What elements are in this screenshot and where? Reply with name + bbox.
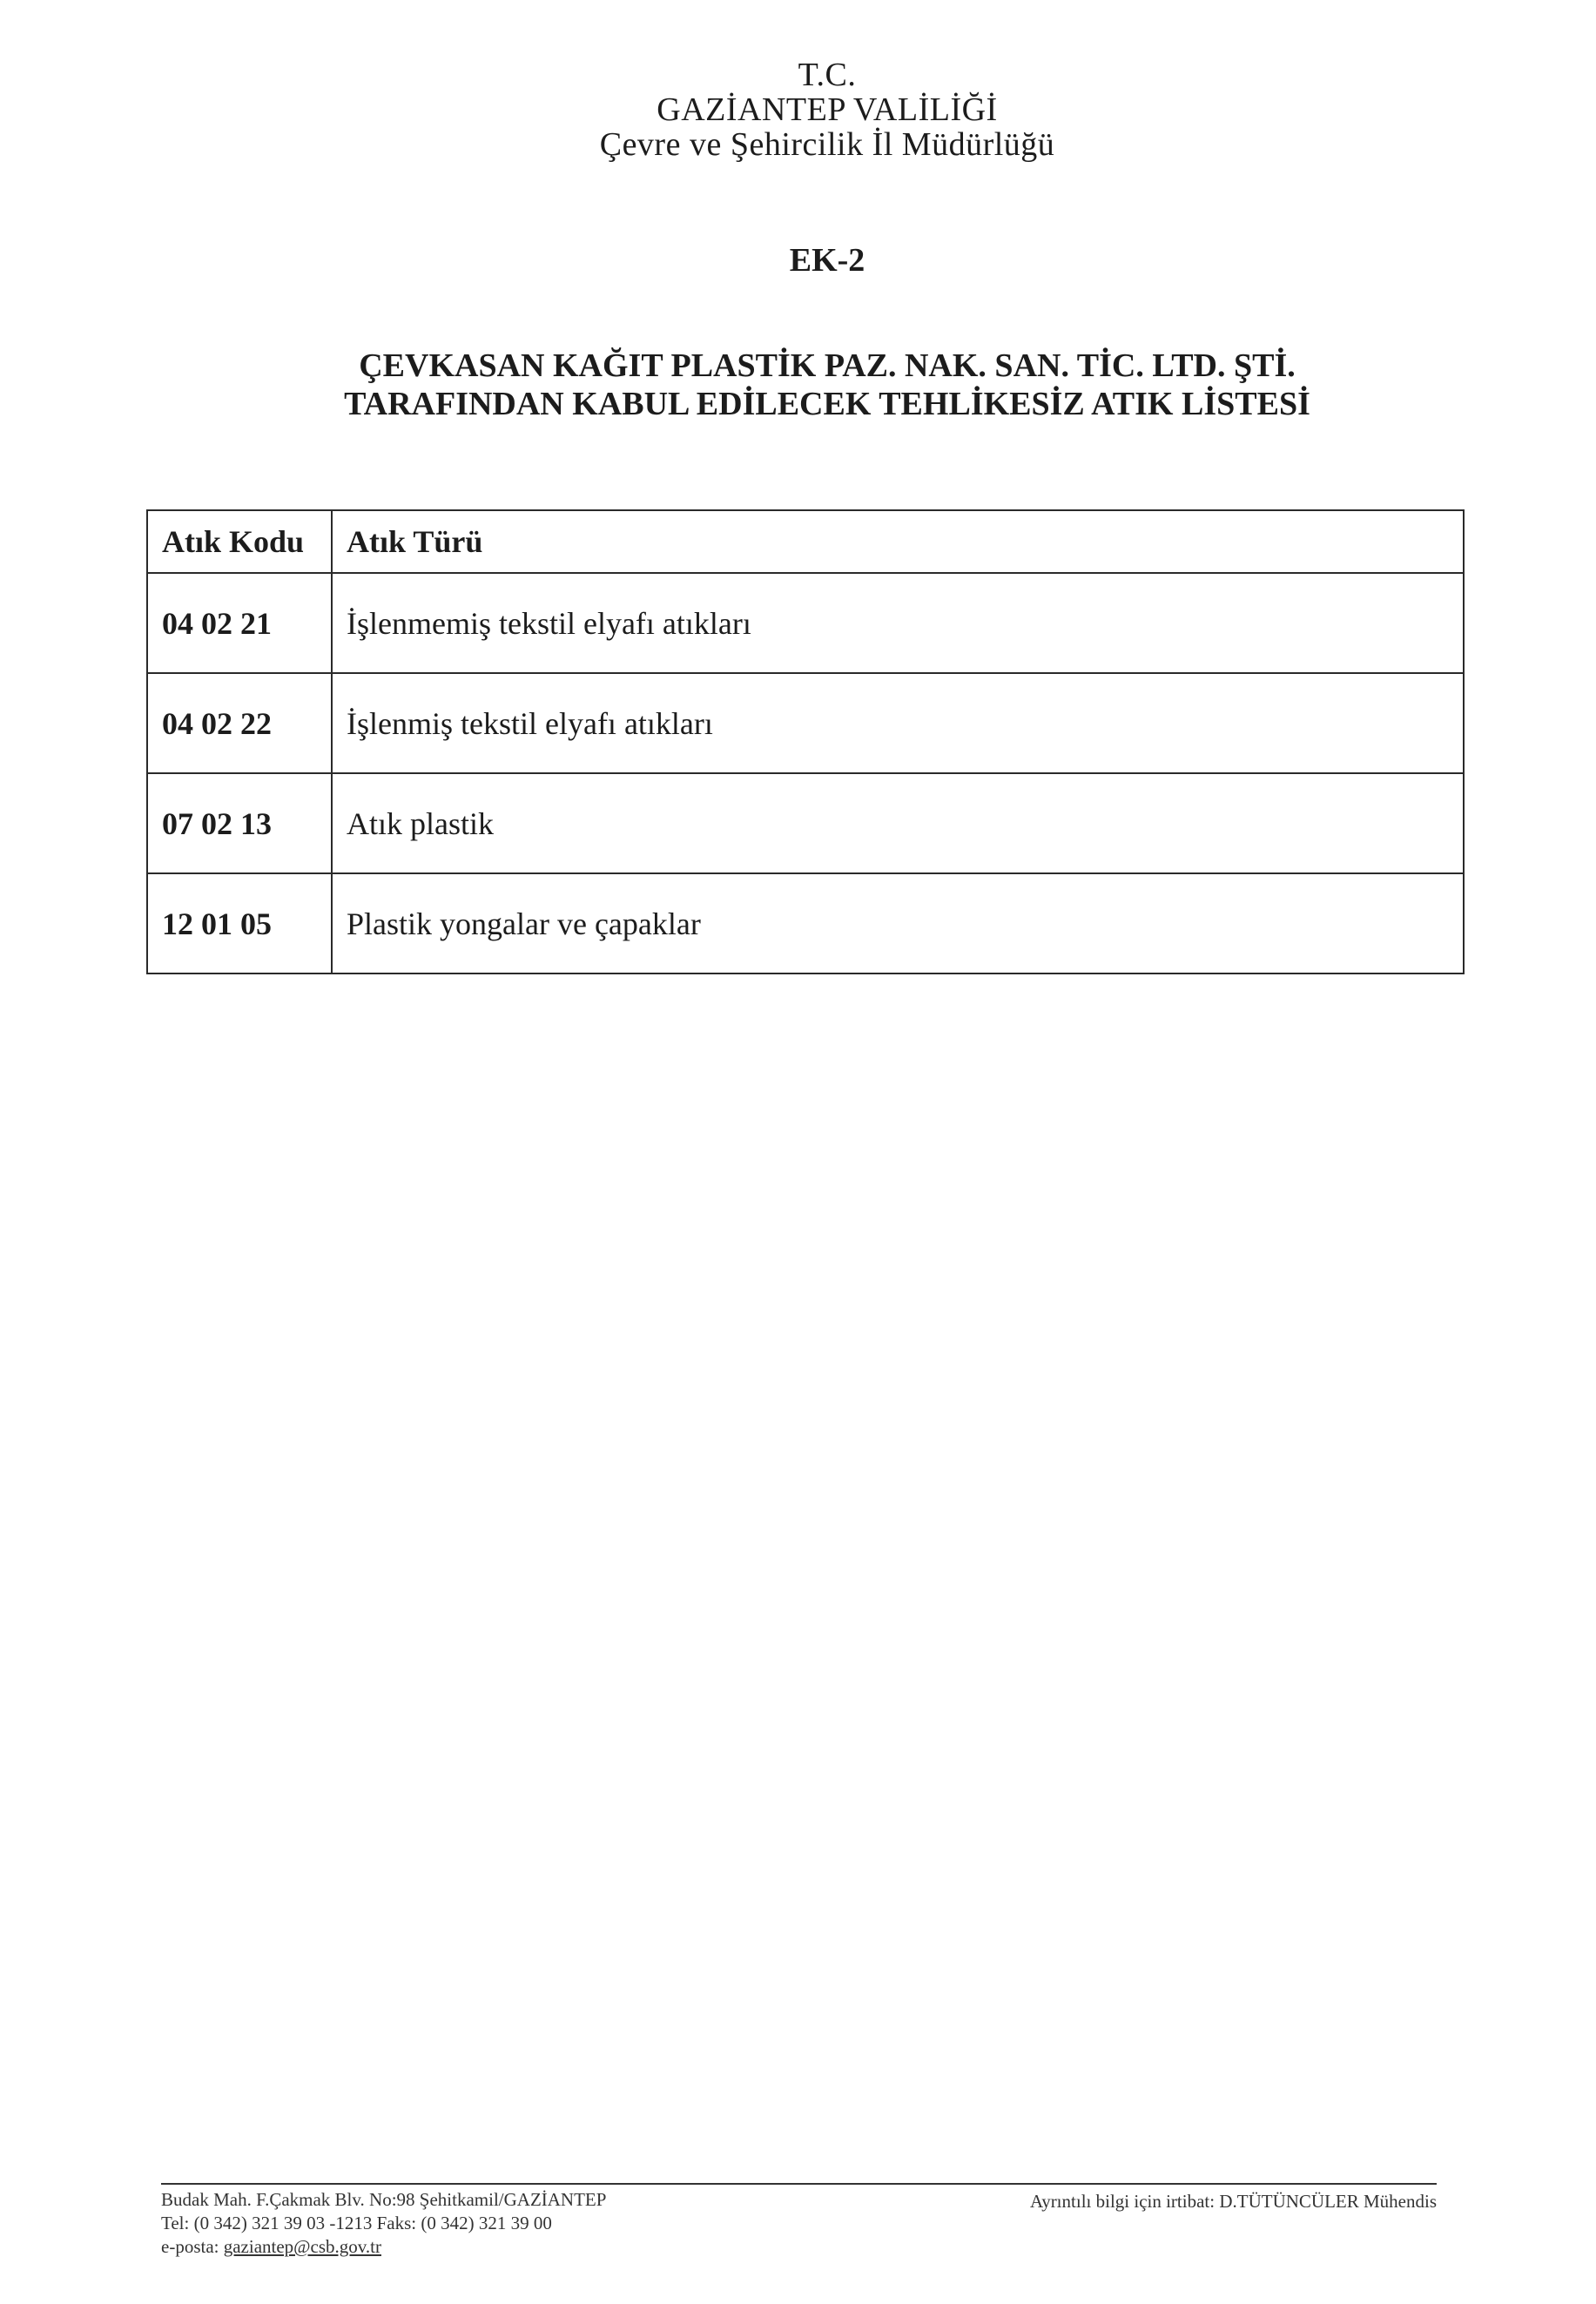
waste-code-cell: 04 02 22: [147, 673, 332, 773]
letterhead-directorate: Çevre ve Şehircilik İl Müdürlüğü: [599, 126, 1055, 163]
footer-address: Budak Mah. F.Çakmak Blv. No:98 Şehitkamil/GAZİANTEP: [161, 2189, 607, 2210]
column-header-waste-code: Atık Kodu: [147, 510, 332, 573]
table-row: [147, 573, 1464, 673]
table-header-row: [147, 510, 1464, 573]
waste-list-table: [146, 509, 1465, 974]
waste-code-cell: 04 02 21: [147, 573, 332, 673]
table-row: [147, 873, 1464, 973]
footer-phone-fax: Tel: (0 342) 321 39 03 -1213 Faks: (0 342) 321 39 00: [161, 2213, 552, 2233]
column-header-waste-type: Atık Türü: [332, 510, 1464, 573]
table-row: [147, 773, 1464, 873]
page-footer: [161, 2183, 1437, 2257]
footer-email-link[interactable]: gaziantep@csb.gov.tr: [223, 2236, 381, 2257]
document-title-line1: ÇEVKASAN KAĞIT PLASTİK PAZ. NAK. SAN. TİC. LTD. ŞTİ.: [359, 347, 1296, 384]
footer-email-label: e-posta:: [161, 2236, 224, 2257]
waste-code-cell: 12 01 05: [147, 873, 332, 973]
footer-contact: Ayrıntılı bilgi için irtibat: D.TÜTÜNCÜLER Mühendis: [1029, 2191, 1437, 2212]
annex-label: EK-2: [789, 242, 865, 279]
footer-address-block: [161, 2188, 606, 2259]
document-title-line2: TARAFINDAN KABUL EDİLECEK TEHLİKESİZ ATIK LİSTESİ: [344, 386, 1310, 422]
waste-type-cell: İşlenmiş tekstil elyafı atıkları: [332, 673, 1464, 773]
waste-type-cell: Plastik yongalar ve çapaklar: [332, 873, 1464, 973]
letterhead: [0, 57, 1596, 162]
waste-type-cell: İşlenmemiş tekstil elyafı atıkları: [332, 573, 1464, 673]
footer-email: [161, 2235, 606, 2259]
table-row: [147, 673, 1464, 773]
letterhead-governorship: GAZİANTEP VALİLİĞİ: [657, 91, 998, 128]
document-title: [0, 347, 1596, 423]
waste-type-cell: Atık plastik: [332, 773, 1464, 873]
letterhead-country: T.C.: [798, 57, 857, 93]
waste-code-cell: 07 02 13: [147, 773, 332, 873]
